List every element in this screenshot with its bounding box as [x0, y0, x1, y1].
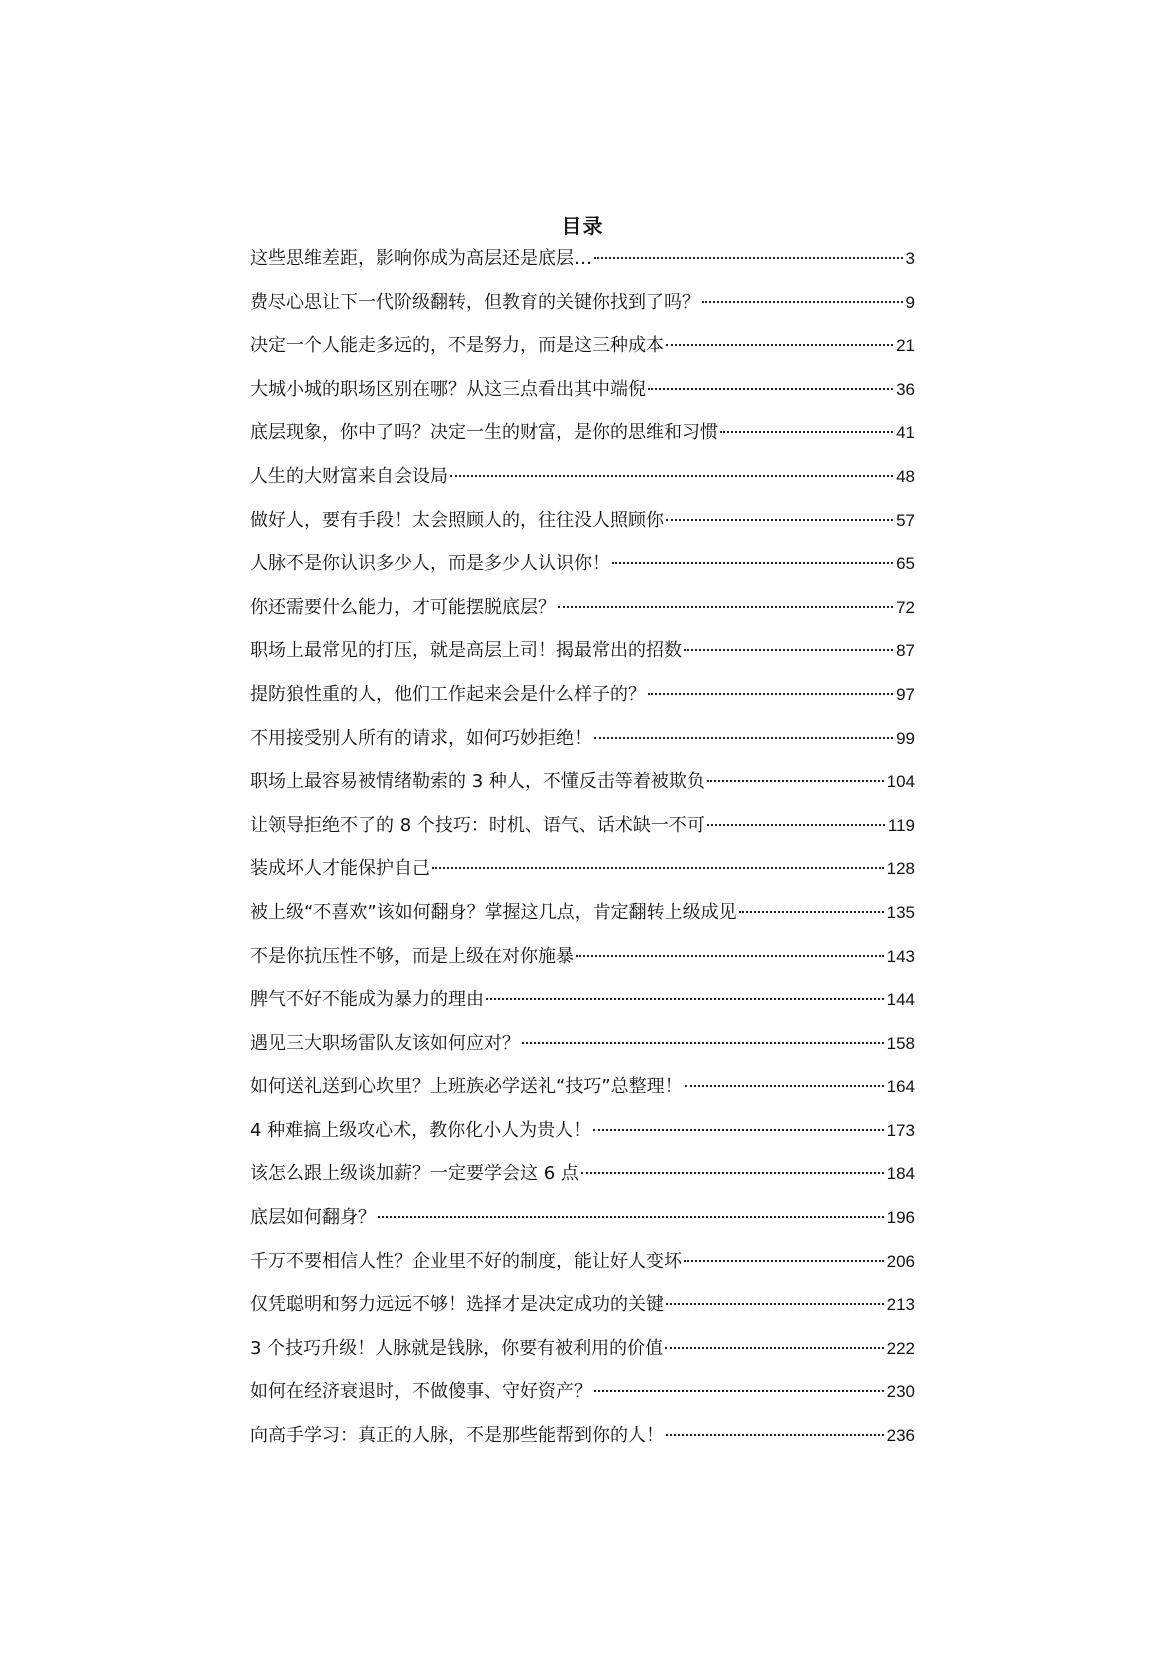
toc-entry[interactable] — [250, 1118, 915, 1162]
toc-dot-leader — [594, 257, 903, 259]
toc-dot-leader — [378, 1216, 884, 1218]
toc-entry[interactable] — [250, 813, 915, 857]
toc-page-number: 128 — [886, 859, 915, 879]
toc-entry[interactable] — [250, 1031, 915, 1075]
toc-entry[interactable] — [250, 1161, 915, 1205]
toc-entry-title: 大城小城的职场区别在哪？从这三点看出其中端倪 — [250, 378, 646, 400]
toc-entry[interactable] — [250, 246, 915, 290]
toc-entry[interactable] — [250, 508, 915, 552]
toc-entry-title: 费尽心思让下一代阶级翻转，但教育的关键你找到了吗？ — [250, 291, 700, 313]
toc-dot-leader — [666, 344, 893, 346]
toc-entry[interactable] — [250, 987, 915, 1031]
toc-page-number: 236 — [886, 1426, 915, 1446]
toc-title: 目录 — [561, 214, 604, 238]
toc-entry-title: 你还需要什么能力，才可能摆脱底层？ — [250, 596, 556, 618]
toc-page-number: 9 — [905, 292, 915, 312]
toc-dot-leader — [486, 998, 884, 1000]
toc-entry-title: 决定一个人能走多远的，不是努力，而是这三种成本 — [250, 335, 664, 357]
toc-page-number: 206 — [886, 1251, 915, 1271]
toc-page-number: 87 — [896, 641, 915, 661]
toc-page-number: 3 — [905, 249, 915, 268]
toc-entry-title: 千万不要相信人性？企业里不好的制度，能让好人变坏 — [250, 1250, 682, 1272]
toc-entry-title: 职场上最常见的打压，就是高层上司！揭最常出的招数 — [250, 640, 682, 662]
toc-entry-title: 做好人，要有手段！太会照顾人的，往往没人照顾你 — [250, 509, 664, 531]
table-of-contents — [250, 246, 915, 1467]
toc-entry-title: 不用接受别人所有的请求，如何巧妙拒绝！ — [250, 727, 592, 749]
toc-entry-title: 3 个技巧升级！人脉就是钱脉，你要有被利用的价值 — [250, 1337, 664, 1359]
toc-entry[interactable] — [250, 726, 915, 770]
toc-entry[interactable] — [250, 638, 915, 682]
toc-dot-leader — [432, 867, 884, 869]
toc-page-number: 72 — [896, 597, 915, 617]
toc-dot-leader — [558, 606, 893, 608]
toc-page-number: 21 — [896, 336, 915, 356]
toc-dot-leader — [648, 693, 893, 695]
toc-page-number: 99 — [896, 728, 915, 748]
toc-dot-leader — [593, 1129, 883, 1131]
toc-entry[interactable] — [250, 333, 915, 377]
toc-page-number: 144 — [886, 990, 915, 1010]
toc-entry-title: 遇见三大职场雷队友该如何应对？ — [250, 1032, 520, 1054]
toc-entry[interactable] — [250, 1205, 915, 1249]
toc-entry[interactable] — [250, 420, 915, 464]
toc-dot-leader — [594, 1390, 884, 1392]
toc-entry[interactable] — [250, 944, 915, 988]
toc-page-number: 41 — [896, 423, 915, 443]
toc-entry[interactable] — [250, 900, 915, 944]
toc-page-number: 119 — [887, 815, 915, 835]
toc-page-number: 97 — [896, 684, 915, 704]
toc-entry-title: 被上级“不喜欢”该如何翻身？掌握这几点，肯定翻转上级成见 — [250, 901, 737, 923]
toc-page-number: 48 — [896, 466, 915, 486]
toc-entry-title: 提防狼性重的人，他们工作起来会是什么样子的？ — [250, 683, 646, 705]
toc-entry-title: 人生的大财富来自会设局 — [250, 465, 448, 487]
toc-entry[interactable] — [250, 595, 915, 639]
toc-page-number: 173 — [886, 1120, 915, 1140]
toc-entry-title: 如何送礼送到心坎里？上班族必学送礼“技巧”总整理！ — [250, 1076, 683, 1098]
toc-page-number: 135 — [886, 902, 915, 922]
toc-entry[interactable] — [250, 1423, 915, 1467]
toc-page-number: 104 — [886, 772, 915, 792]
toc-entry-title: 让领导拒绝不了的 8 个技巧：时机、语气、话术缺一不可 — [250, 814, 705, 836]
toc-entry-title: 职场上最容易被情绪勒索的 3 种人，不懂反击等着被欺负 — [250, 771, 705, 793]
toc-entry[interactable] — [250, 682, 915, 726]
toc-dot-leader — [576, 955, 884, 957]
toc-entry-title: 不是你抗压性不够，而是上级在对你施暴 — [250, 945, 574, 967]
toc-dot-leader — [666, 519, 893, 521]
toc-entry-title: 这些思维差距，影响你成为高层还是底层… — [250, 248, 592, 269]
toc-dot-leader — [648, 388, 893, 390]
toc-dot-leader — [707, 824, 885, 826]
toc-page-number: 36 — [896, 379, 915, 399]
toc-entry-title: 底层如何翻身？ — [250, 1207, 376, 1229]
toc-entry[interactable] — [250, 377, 915, 421]
toc-dot-leader — [522, 1042, 884, 1044]
toc-entry[interactable] — [250, 1336, 915, 1380]
toc-page-number: 143 — [886, 946, 915, 966]
toc-dot-leader — [702, 301, 903, 303]
toc-dot-leader — [684, 1260, 884, 1262]
toc-entry-title: 4 种难搞上级攻心术，教你化小人为贵人！ — [250, 1119, 592, 1141]
toc-page-number: 57 — [896, 510, 915, 530]
toc-dot-leader — [581, 1172, 884, 1174]
toc-page-number: 65 — [896, 554, 915, 574]
toc-entry-title: 装成坏人才能保护自己 — [250, 858, 430, 880]
toc-entry-title: 底层现象，你中了吗？决定一生的财富，是你的思维和习惯 — [250, 422, 718, 444]
toc-entry[interactable] — [250, 1379, 915, 1423]
toc-dot-leader — [684, 649, 893, 651]
toc-dot-leader — [594, 737, 893, 739]
toc-entry[interactable] — [250, 1292, 915, 1336]
toc-entry-title: 向高手学习：真正的人脉，不是那些能帮到你的人！ — [250, 1425, 664, 1447]
toc-dot-leader — [707, 780, 884, 782]
toc-dot-leader — [450, 475, 893, 477]
toc-page-number: 164 — [886, 1077, 915, 1097]
toc-dot-leader — [720, 431, 893, 433]
toc-entry[interactable] — [250, 856, 915, 900]
toc-page-number: 213 — [886, 1295, 915, 1315]
toc-dot-leader — [666, 1434, 884, 1436]
toc-page-number: 158 — [886, 1033, 915, 1053]
toc-entry-title: 人脉不是你认识多少人，而是多少人认识你！ — [250, 553, 610, 575]
toc-entry-title: 该怎么跟上级谈加薪？一定要学会这 6 点 — [250, 1163, 579, 1185]
toc-entry[interactable] — [250, 769, 915, 813]
toc-page-number: 184 — [886, 1164, 915, 1184]
toc-entry-title: 仅凭聪明和努力远远不够！选择才是决定成功的关键 — [250, 1294, 664, 1316]
toc-page-number: 230 — [886, 1382, 915, 1402]
toc-entry[interactable] — [250, 551, 915, 595]
toc-dot-leader — [739, 911, 884, 913]
toc-entry[interactable] — [250, 1249, 915, 1293]
toc-page-number: 222 — [886, 1338, 915, 1358]
toc-dot-leader — [666, 1303, 884, 1305]
toc-entry-title: 脾气不好不能成为暴力的理由 — [250, 989, 484, 1011]
toc-entry[interactable] — [250, 464, 915, 508]
toc-entry[interactable] — [250, 290, 915, 334]
toc-page-number: 196 — [886, 1208, 915, 1228]
toc-dot-leader — [612, 562, 893, 564]
toc-dot-leader — [665, 1347, 883, 1349]
toc-entry[interactable] — [250, 1074, 915, 1118]
toc-dot-leader — [685, 1085, 884, 1087]
toc-entry-title: 如何在经济衰退时，不做傻事、守好资产？ — [250, 1381, 592, 1403]
